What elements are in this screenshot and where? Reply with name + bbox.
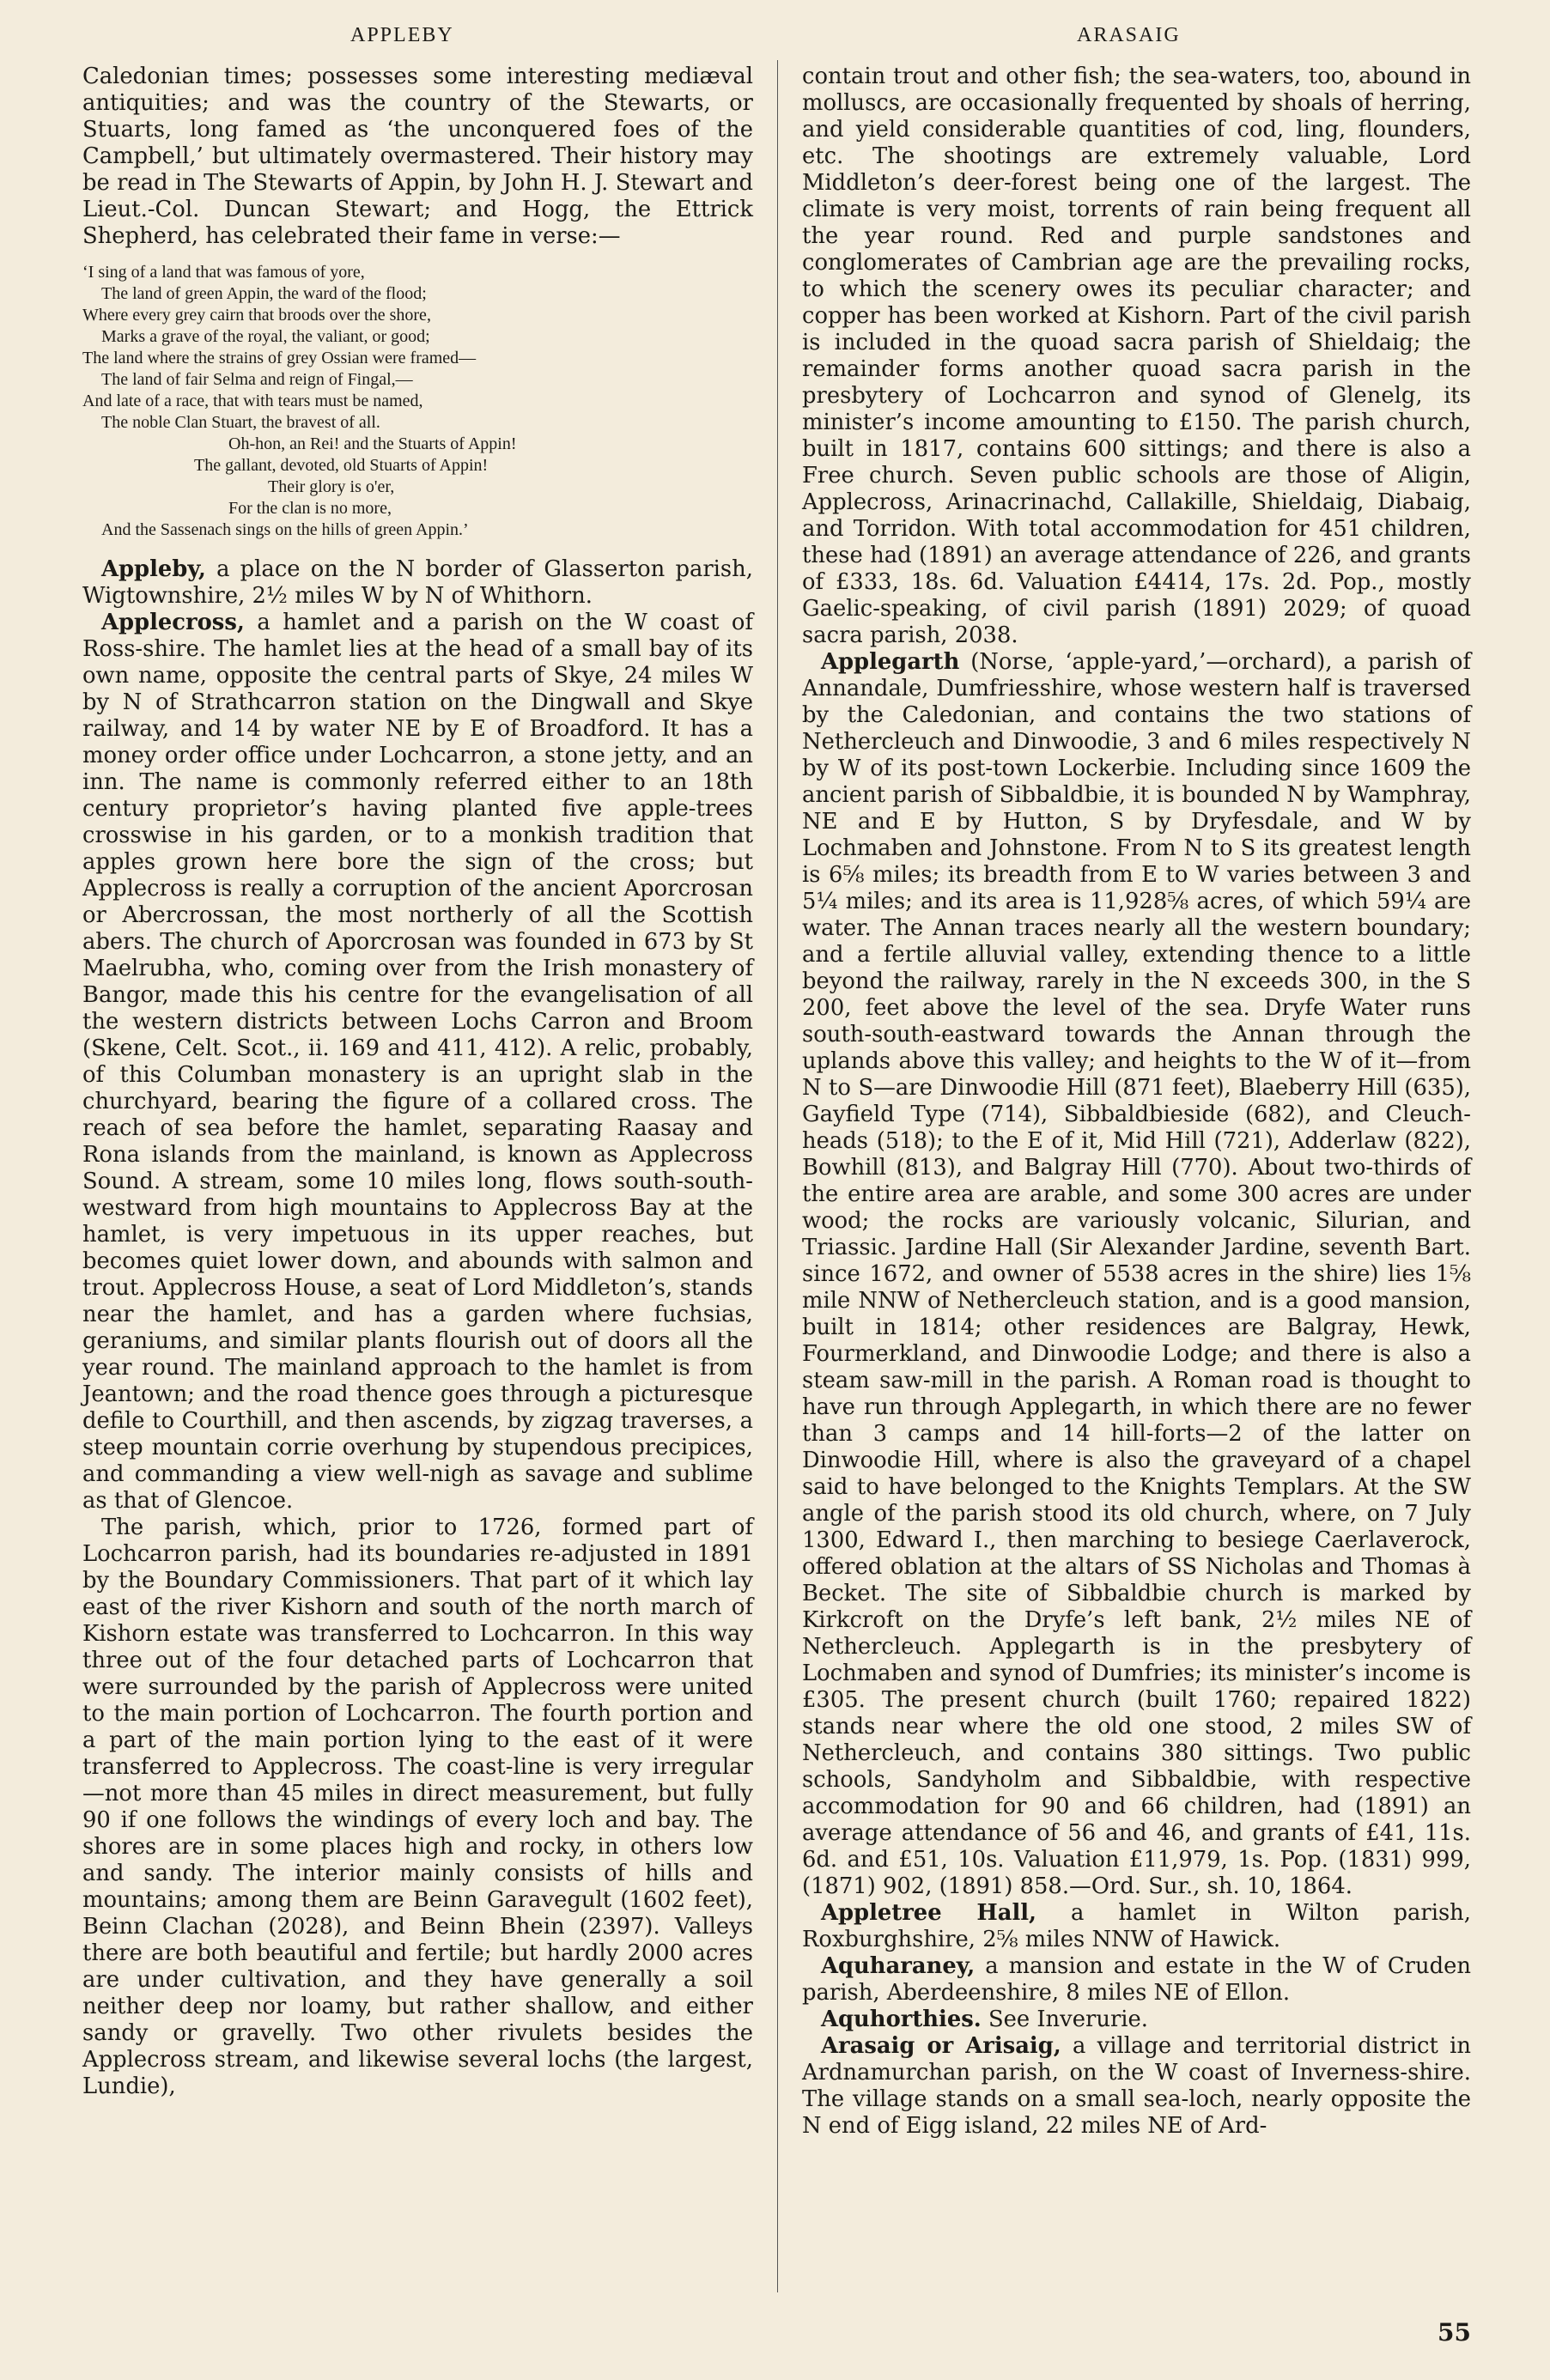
headword: Arasaig or Arisaig, (821, 2033, 1061, 2059)
entry-text: a village and territorial district in Ardnamurchan parish, on the W coast of Inverness-shire. The village stands on a small sea-loch, nearly opposite the N end of Eigg island, 22 miles NE of Ard- (802, 2033, 1471, 2139)
poem-green-appin (82, 262, 753, 541)
poem-line: The land of green Appin, the ward of the flood; (101, 284, 427, 303)
poem-line: And late of a race, that with tears must be named, (82, 392, 423, 410)
entry-text: a hamlet in Wilton parish, Roxburghshire, 2⅝ miles NNW of Hawick. (802, 1900, 1471, 1952)
entry-applecross (82, 610, 753, 1515)
poem-line: The noble Clan Stuart, the bravest of all. (101, 413, 380, 432)
column-divider (777, 60, 778, 2292)
headword: Applecross, (101, 610, 245, 635)
headword: Aquharaney, (821, 1953, 976, 1979)
entry-applecross-parish: The parish, which, prior to 1726, formed part of Lochcarron parish, had its boundaries re-adjusted in 1891 by the Boundary Commissioners. That part of it which lay east of the river Kishorn and south of the north march of Kishorn estate was transferred to Lochcarron. In this way three out of the four detached parts of Lochcarron that were surrounded by the parish of Applecross were united to the main portion of Lochcarron. The fourth portion and a part of the main portion lying to the east of it were transferred to Applecross. The coast-line is very irregular—not more than 45 miles in direct measurement, but fully 90 if one follows the windings of every loch and bay. The shores are in some places high and rocky, in others low and sandy. The interior mainly consists of hills and mountains; among them are Beinn Garavegult (1602 feet), Beinn Clachan (2028), and Beinn Bhein (2397). Valleys there are both beautiful and fertile; but hardly 2000 acres are under cultivation, and they have generally a soil neither deep nor loamy, but rather shallow, and either sandy or gravelly. Two other rivulets besides the Applecross stream, and likewise several lochs (the largest, Lundie), (82, 1515, 753, 2099)
headword: Appleby, (101, 556, 206, 582)
entry-text: a hamlet and a parish on the W coast of Ross-shire. The hamlet lies at the head of a small bay of its own name, opposite the central parts of Skye, 24 miles W by N of Strathcarron station on the Dingwall and Skye railway, and 14 by water NE by E of Broadford. It has a money order office under Lochcarron, a stone jetty, and an inn. The name is commonly referred either to an 18th century proprietor’s having planted five apple-trees crosswise in his garden, or to a monkish tradition that apples grown here bore the sign of the cross; but Applecross is really a corruption of the ancient Aporcrosan or Abercrossan, the most northerly of all the Scottish abers. The church of Aporcrosan was founded in 673 by St Maelrubha, who, coming over from the Irish monastery of Bangor, made this his centre for the evangelisation of all the western districts between Lochs Carron and Broom (Skene, Celt. Scot., ii. 169 and 411, 412). A relic, probably, of this Columban monastery is an upright slab in the churchyard, bearing the figure of a collared cross. The reach of sea before the hamlet, separating Raasay and Rona islands from the mainland, is known as Applecross Sound. A stream, some 10 miles long, flows south-south-westward from high mountains to Applecross Bay at the hamlet, is very impetuous in its upper reaches, but becomes quiet lower down, and abounds with salmon and trout. Applecross House, a seat of Lord Middleton’s, stands near the hamlet, and has a garden where fuchsias, geraniums, and similar plants flourish out of doors all the year round. The mainland approach to the hamlet is from Jeantown; and the road thence goes through a picturesque defile to Courthill, and then ascends, by zigzag traverses, a steep mountain corrie overhung by stupendous precipices, and commanding a view well-nigh as savage and sublime as that of Glencoe. (82, 610, 753, 1514)
entry-aquhorthies (802, 2007, 1471, 2033)
entry-text: See Inverurie. (981, 2007, 1149, 2032)
entry-applegarth (802, 649, 1471, 1900)
poem-line: Marks a grave of the royal, the valiant, or good; (101, 327, 430, 346)
entry-arasaig (802, 2033, 1471, 2140)
poem-line: The land of fair Selma and reign of Fingal,— (101, 370, 413, 389)
entry-aquharaney (802, 1953, 1471, 2007)
poem-line: For the clan is no more, (228, 499, 392, 518)
headword: Aquhorthies. (821, 2007, 982, 2032)
running-head-right: ARASAIG (1077, 24, 1181, 46)
page-number: 55 (1438, 2318, 1471, 2347)
headword: Applegarth (821, 649, 960, 675)
entry-applecross-continued: contain trout and other fish; the sea-waters, too, abound in molluscs, are occasionally frequented by shoals of herring, and yield considerable quantities of cod, ling, flounders, etc. The shootings are extremely valuable, Lord Middleton’s deer-forest being one of the largest. The climate is very moist, torrents of rain being frequent all the year round. Red and purple sandstones and conglomerates of Cambrian age are the prevailing rocks, to which the scenery owes its peculiar character; and copper has been worked at Kishorn. Part of the civil parish is included in the quoad sacra parish of Shieldaig; the remainder forms another quoad sacra parish in the presbytery of Lochcarron and synod of Glenelg, its minister’s income amounting to £150. The parish church, built in 1817, contains 600 sittings; and there is also a Free church. Seven public schools are those of Aligin, Applecross, Arinacrinachd, Callakille, Shieldaig, Diabaig, and Torridon. With total accommodation for 451 children, these had (1891) an average attendance of 226, and grants of £333, 18s. 6d. Valuation £4414, 17s. 2d. Pop., mostly Gaelic-speaking, of civil parish (1891) 2029; of quoad sacra parish, 2038. (802, 64, 1471, 648)
poem-line: ‘I sing of a land that was famous of yore, (82, 263, 365, 282)
poem-line: Oh-hon, an Rei! and the Stuarts of Appin! (228, 434, 517, 453)
entry-text: (Norse, ‘apple-yard,’—orchard), a parish of Annandale, Dumfriesshire, whose western half is traversed by the Caledonian, and contains the two stations of Nethercleuch and Dinwoodie, 3 and 6 miles respectively N by W of its post-town Lockerbie. Including since 1609 the ancient parish of Sibbaldbie, it is bounded N by Wamphray, NE and E by Hutton, S by Dryfesdale, and W by Lochmaben and Johnstone. From N to S its greatest length is 6⅝ miles; its breadth from E to W varies between 3 and 5¼ miles; and its area is 11,928⅝ acres, of which 59¼ are water. The Annan traces nearly all the western boundary; and a fertile alluvial valley, extending thence to a little beyond the railway, rarely in the N exceeds 300, in the S 200, feet above the level of the sea. Dryfe Water runs south-south-eastward towards the Annan through the uplands above this valley; and heights to the W of it—from N to S—are Dinwoodie Hill (871 feet), Blaeberry Hill (635), Gayfield Type (714), Sibbaldbieside (682), and Cleuch-heads (518); to the E of it, Mid Hill (721), Adderlaw (822), Bowhill (813), and Balgray Hill (770). About two-thirds of the entire area are arable, and some 300 acres are under wood; the rocks are variously volcanic, Silurian, and Triassic. Jardine Hall (Sir Alexander Jardine, seventh Bart. since 1672, and owner of 5538 acres in the shire) lies 1⅝ mile NNW of Nethercleuch station, and is a good mansion, built in 1814; other residences are Balgray, Hewk, Fourmerkland, and Dinwoodie Lodge; and there is also a steam saw-mill in the parish. A Roman road is thought to have run through Applegarth, in which there are no fewer than 3 camps and 14 hill-forts—2 of the latter on Dinwoodie Hill, where is also the graveyard of a chapel said to have belonged to the Knights Templars. At the SW angle of the parish stood its old church, where, on 7 July 1300, Edward I., then marching to besiege Caerlaverock, offered oblation at the altars of SS Nicholas and Thomas à Becket. The site of Sibbaldbie church is marked by Kirkcroft on the Dryfe’s left bank, 2½ miles NE of Nethercleuch. Applegarth is in the presbytery of Lochmaben and synod of Dumfries; its minister’s income is £305. The present church (built 1760; repaired 1822) stands near where the old one stood, 2 miles SW of Nethercleuch, and contains 380 sittings. Two public schools, Sandyholm and Sibbaldbie, with respective accommodation for 90 and 66 children, had (1891) an average attendance of 56 and 46, and grants of £41, 11s. 6d. and £51, 10s. Valuation £11,979, 1s. Pop. (1831) 999, (1871) 902, (1891) 858.—Ord. Sur., sh. 10, 1864. (802, 649, 1471, 1899)
entry-appin-continued: Caledonian times; possesses some interesting mediæval antiquities; and was the country of the Stewarts, or Stuarts, long famed as ‘the unconquered foes of the Campbell,’ but ultimately overmastered. Their history may be read in The Stewarts of Appin, by John H. J. Stewart and Lieut.-Col. Duncan Stewart; and Hogg, the Ettrick Shepherd, has celebrated their fame in verse:— (82, 64, 753, 249)
entry-text: a place on the N border of Glasserton parish, Wigtownshire, 2½ miles W by N of Whithorn. (82, 556, 753, 609)
right-column (802, 64, 1471, 2140)
poem-line: Where every grey cairn that broods over the shore, (82, 306, 431, 325)
entry-text: a mansion and estate in the W of Cruden parish, Aberdeenshire, 8 miles NE of Ellon. (802, 1953, 1471, 2006)
headword: Appletree Hall, (821, 1900, 1037, 1926)
left-column (82, 64, 753, 2100)
poem-line: And the Sassenach sings on the hills of green Appin.’ (101, 520, 469, 539)
poem-line: Their glory is o'er, (268, 477, 395, 496)
entry-appletree-hall (802, 1900, 1471, 1953)
poem-line: The land where the strains of grey Ossian were framed— (82, 349, 477, 367)
poem-line: The gallant, devoted, old Stuarts of Appin! (194, 456, 489, 475)
running-head-left: APPLEBY (350, 24, 454, 46)
entry-appleby (82, 556, 753, 610)
